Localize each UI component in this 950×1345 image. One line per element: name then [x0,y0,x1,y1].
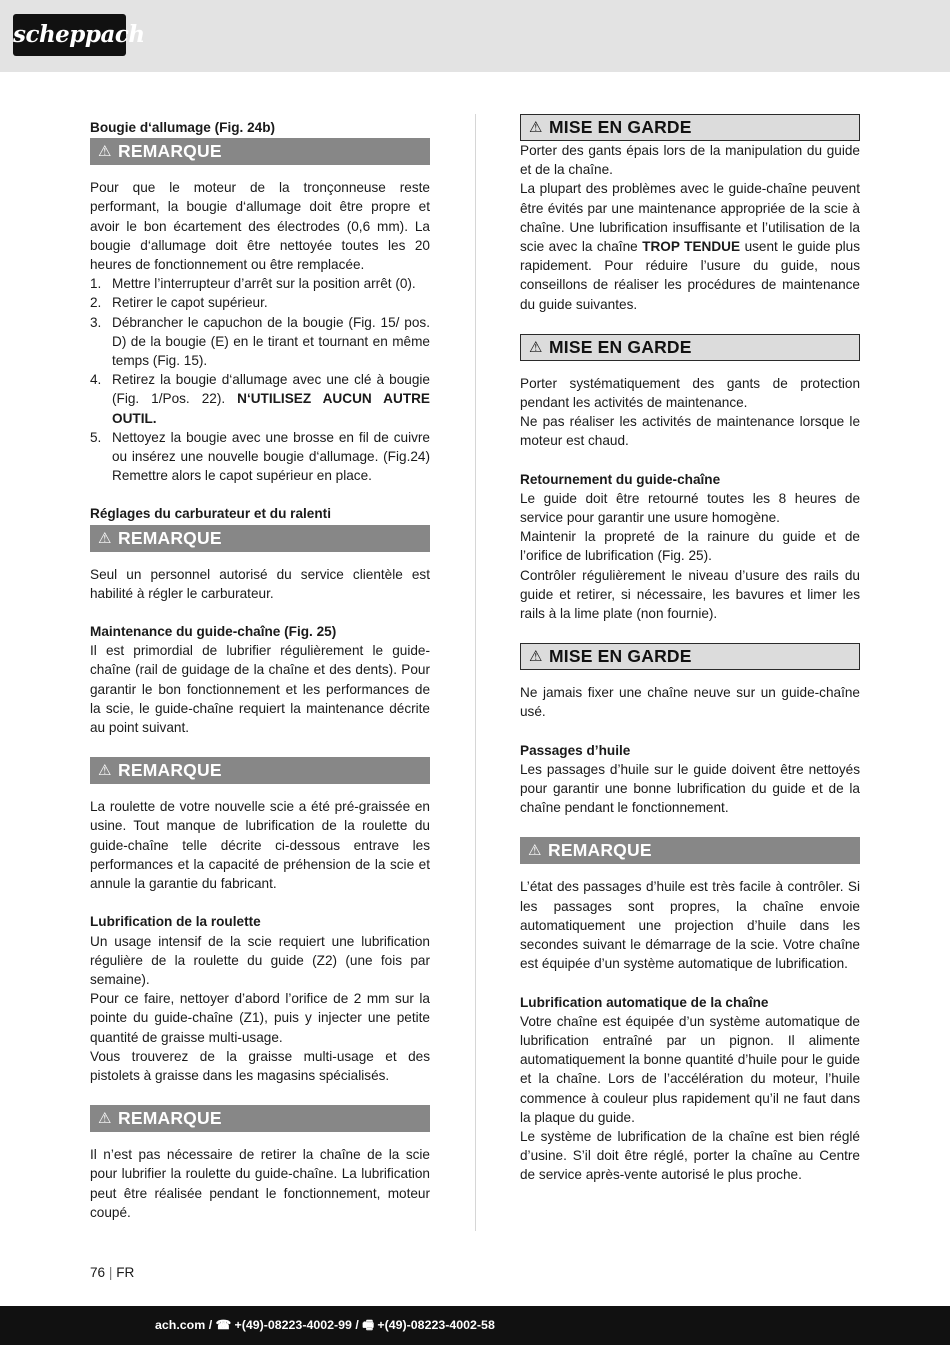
note-box [520,837,860,864]
warning-triangle-icon: ⚠ [529,338,543,356]
step-text [112,370,430,428]
auto-lubrication-heading: Lubrification automatique de la chaîne [520,994,769,1010]
note-label: REMARQUE [118,1108,222,1129]
step-number: 1. [90,276,102,292]
note-box [90,757,430,784]
footer-contact: ach.com / ☎ +(49)-08223-4002-99 / 🖷 +(49)-08223-4002-58 [155,1318,495,1332]
note-box [90,138,430,165]
roller-text: Pour ce faire, nettoyer d’abord l’orifice de 2 mm sur la pointe du guide-chaîne (Z1), puis y injecter une petite quantité de graisse multi-usage. [90,991,430,1045]
guide-turnover-heading: Retournement du guide-chaîne [520,471,721,487]
roller-text: Vous trouverez de la graisse multi-usage et des pistolets à graisse dans les magasins spécialisés. [90,1048,430,1083]
step-number: 3. [90,314,102,330]
note-label: REMARQUE [548,840,652,861]
note-label: REMARQUE [118,141,222,162]
step-warning-text: N‘UTILISEZ AUCUN AUTRE OUTIL. [112,391,431,426]
roller-text: Un usage intensif de la scie requiert une lubrification régulière de la roulette du guide (Z2) (une fois par semaine). [90,933,430,987]
hot-engine-text: Ne pas réaliser les activités de maintenance lorsque le moteur est chaud. [520,414,860,449]
spark-plug-steps [90,274,430,485]
step-text: Débrancher le capuchon de la bougie (Fig. 15/ pos. D) de la bougie (E) en le tirant et tournant en même temps (Fig. 15). [112,314,430,369]
warning-triangle-icon: ⚠ [98,1110,112,1128]
step-text: Mettre l’interrupteur d’arrêt sur la position arrêt (0). [112,276,416,292]
note-box [90,1105,430,1132]
step-text: Retirer le capot supérieur. [112,295,268,311]
note-label: REMARQUE [118,527,222,548]
oil-passages-note-text: L’état des passages d’huile est très facile à contrôler. Si les passages sont propres, la chaîne envoie automatiquement une projection d’huile dans les secondes suivant le démarrage de la scie. Votre chaîne est équipée d’un système automatique de lubrification. [520,879,860,972]
carburetor-note-text: Seul un personnel autorisé du service clientèle est habilité à régler le carburateur. [90,566,430,601]
turnover-text: Contrôler régulièrement le niveau d’usure des rails du guide et retirer, si nécessaire, les bavures et limer les rails à la lime plate (non fournie). [520,567,860,622]
column-divider [475,114,476,1231]
carburetor-heading: Réglages du carburateur et du ralenti [90,506,331,522]
roller-lubrication-heading: Lubrification de la roulette [90,914,261,930]
warning-triangle-icon: ⚠ [528,842,542,860]
too-tight-emphasis: TROP TENDUE [642,239,741,255]
warning-triangle-icon: ⚠ [529,118,543,136]
list-item [90,370,430,428]
guide-maintenance-heading: Maintenance du guide-chaîne (Fig. 25) [90,624,337,640]
brand-logo: scheppach [13,14,126,56]
caution-label: MISE EN GARDE [549,116,692,137]
caution-box [520,114,860,141]
roller-lubrication-note-text: Il n’est pas nécessaire de retirer la chaîne de la scie pour lubrifier la roulette du guide-chaîne. La lubrification peut être réalisée pendant le fonctionnement, moteur coupé. [90,1147,430,1220]
note-box [90,525,430,552]
gloves-text: Porter des gants épais lors de la manipulation du guide et de la chaîne. [520,143,860,178]
caution-box [520,643,860,670]
list-item [90,313,430,371]
page-language: FR [116,1265,135,1280]
oil-passages-text: Les passages d’huile sur le guide doivent être nettoyés pour garantir une bonne lubrification du guide et de la chaîne pendant le fonctionnement. [520,761,860,816]
oil-passages-heading: Passages d’huile [520,742,631,758]
list-item [90,274,430,293]
caution-label: MISE EN GARDE [549,646,692,667]
turnover-text: Le guide doit être retourné toutes les 8 heures de service pour garantir une usure homogène. [520,490,860,526]
auto-lubrication-text: Le système de lubrification de la chaîne est bien réglé d’usine. S’il doit être réglé, porter la chaîne au Centre de service après-vente autorisé le plus proche. [520,1128,860,1183]
protective-gloves-text: Porter systématiquement des gants de protection pendant les activités de maintenance. [520,375,860,411]
caution-label: MISE EN GARDE [549,336,692,357]
caution-box [520,334,860,361]
right-column [520,114,860,1185]
warning-triangle-icon: ⚠ [98,529,112,547]
warning-triangle-icon: ⚠ [98,762,112,780]
step-number: 5. [90,429,102,445]
note-label: REMARQUE [118,760,222,781]
page-number-value: 76 [90,1265,106,1280]
list-item [90,293,430,312]
warning-triangle-icon: ⚠ [529,648,543,666]
roller-note-text: La roulette de votre nouvelle scie a été pré-graissée en usine. Tout manque de lubrification de la roulette du guide-chaîne telle décrite ci-dessous entrave les performances et la capacité de préhension de la scie et annule la garantie du fabricant. [90,799,430,892]
spark-plug-note-text: Pour que le moteur de la tronçonneuse reste performant, la bougie d‘allumage doit être propre et avoir le bon écartement des électrodes (0,6 mm). La bougie d‘allumage doit être nettoyée toutes les 20 heures de fonctionnement ou être remplacée. [90,180,430,273]
new-chain-text: Ne jamais fixer une chaîne neuve sur un guide-chaîne usé. [520,685,860,720]
warning-triangle-icon: ⚠ [98,143,112,161]
step-number: 4. [90,372,102,388]
step-text: Nettoyez la bougie avec une brosse en fil de cuivre ou insérez une nouvelle bougie d‘allumage. (Fig.24) Remettre alors le capot supérieur en place. [112,429,430,484]
guide-maintenance-text: Il est primordial de lubrifier régulièrement le guide-chaîne (rail de guidage de la chaîne et des dents). Pour garantir le bon fonctionnement et les performances de la scie, le guide-chaîne requiert la maintenance décrite au point suivant. [90,643,430,736]
guide-problems-text: La plupart des problèmes avec le guide-chaîne peuvent être évités par une maintenance appropriée de la scie à chaîne. Une lubrification insuffisante et l’utilisation de la scie avec la chaîne TROP TENDUE usent le guide plus rapidement. Pour réduire l’usure du guide, nous conseillons de réaliser les procédures de maintenance du guide suivantes. [520,181,861,312]
step-number: 2. [90,295,102,311]
auto-lubrication-text: Votre chaîne est équipée d’un système automatique de lubrification entraîné par un pignon. Il alimente automatiquement la bonne quantité d’huile pour le guide et la chaîne. Lors de l’accélération du moteur, l’huile commence à couleur plus rapidement qu’il ne faut dans la plaque du guide. [520,1013,860,1125]
spark-plug-heading: Bougie d‘allumage (Fig. 24b) [90,120,276,135]
page-number: 76 | FR [90,1265,135,1280]
left-column [90,118,430,1222]
list-item [90,428,430,486]
turnover-text: Maintenir la propreté de la rainure du guide et de l’orifice de lubrification (Fig. 25). [520,529,860,564]
step-text-main: Retirez la bougie d‘allumage avec une clé à bougie (Fig. 1/Pos. 22). [112,372,430,407]
